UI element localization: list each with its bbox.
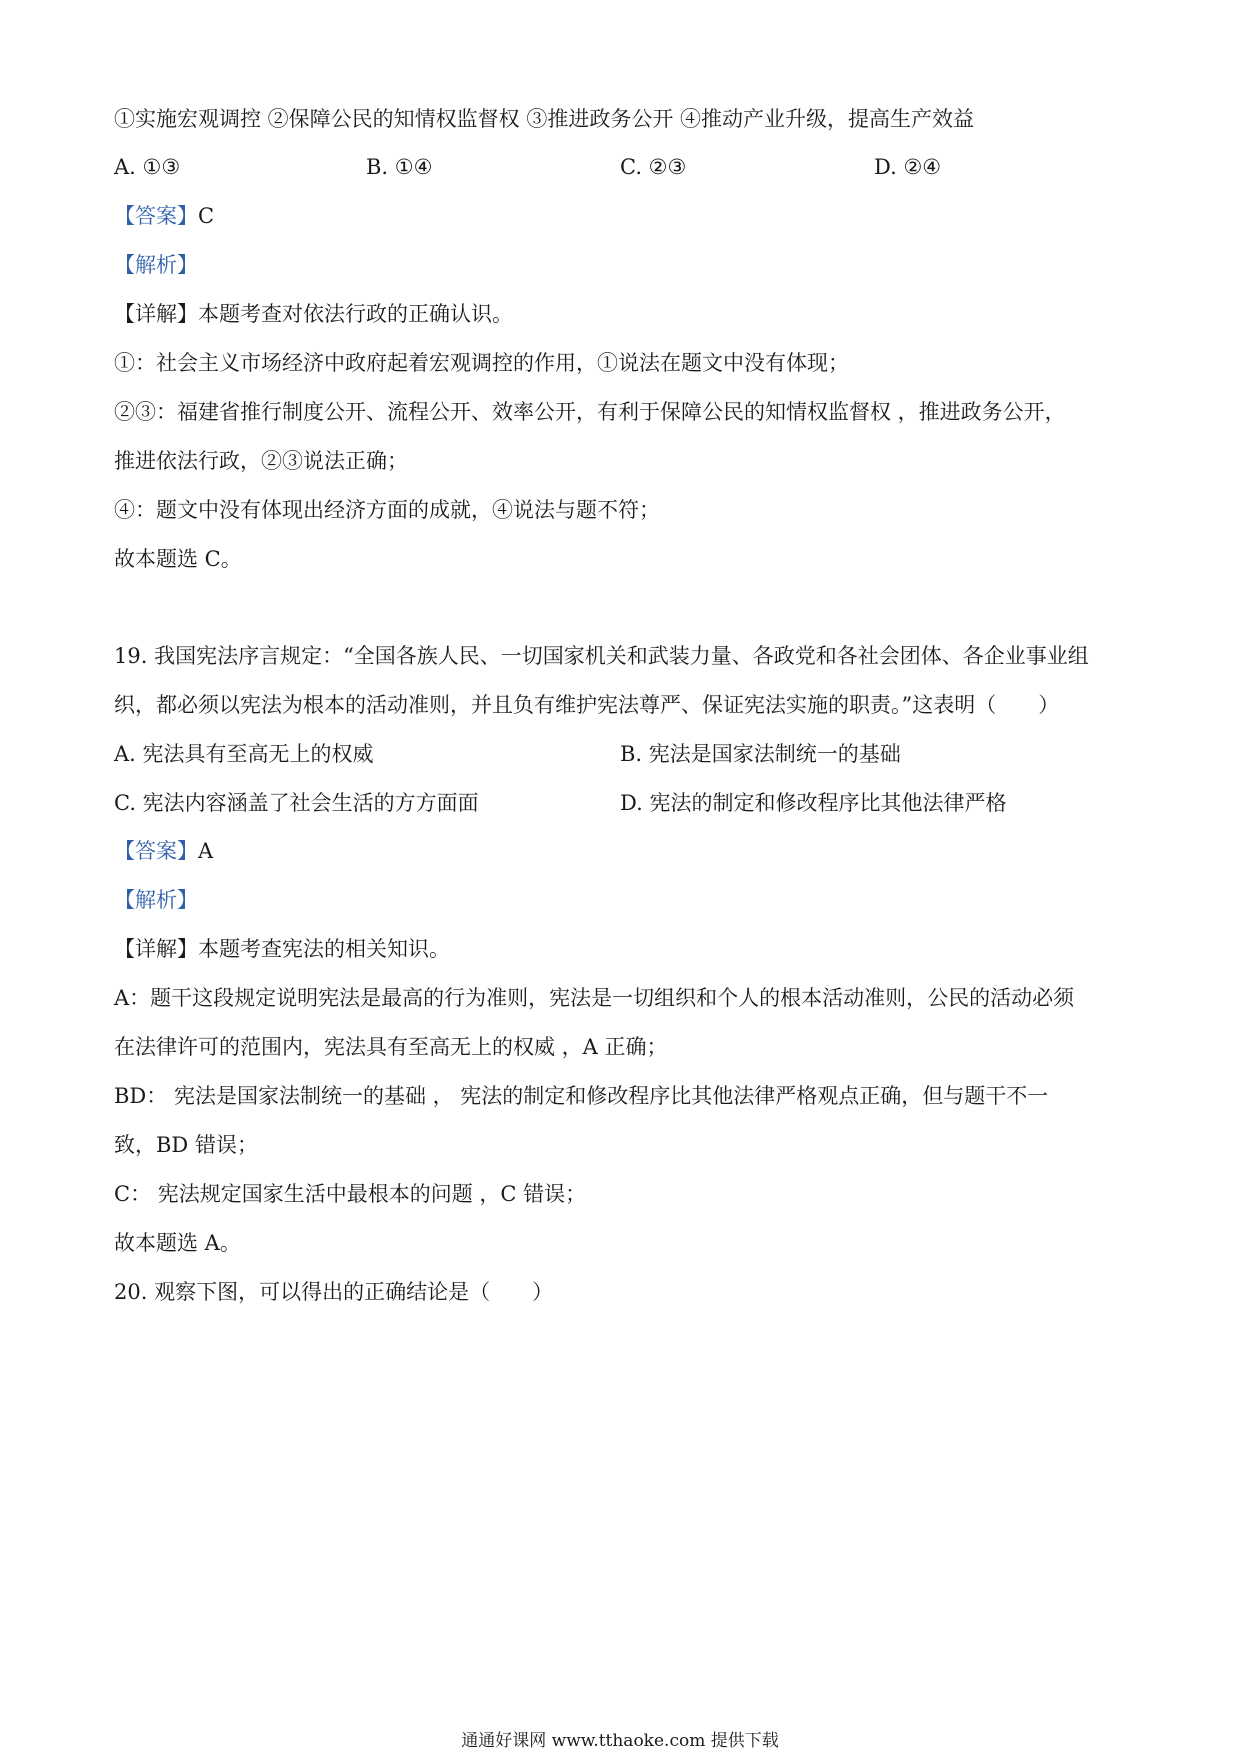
q18-option-a: A. ①③ xyxy=(114,155,181,179)
q19-option-a: A. 宪法具有至高无上的权威 xyxy=(114,742,374,766)
q20-stem: 20. 观察下图，可以得出的正确结论是（ ） xyxy=(114,1280,554,1304)
q19-option-d: D. 宪法的制定和修改程序比其他法律严格 xyxy=(620,791,1007,815)
q19-stem-line-2: 织，都必须以宪法为根本的活动准则，并且负有维护宪法尊严、保证宪法实施的职责。”这表明（ ） xyxy=(114,693,1060,717)
q18-option-b: B. ①④ xyxy=(366,155,433,179)
q19-stem-line-1: 19. 我国宪法序言规定：“全国各族人民、一切国家机关和武装力量、各政党和各社会团体、各企业事业组 xyxy=(114,644,1089,668)
q18-explanation-line: ④：题文中没有体现出经济方面的成就，④说法与题不符； xyxy=(114,498,660,522)
q18-option-c: C. ②③ xyxy=(620,155,687,179)
answer-tag: 【答案】 xyxy=(114,204,198,228)
q19-option-b: B. 宪法是国家法制统一的基础 xyxy=(620,742,901,766)
q18-option-d: D. ②④ xyxy=(874,155,942,179)
q18-explanation-line: ②③：福建省推行制度公开、流程公开、效率公开，有利于保障公民的知情权监督权 ，推进政务公开， xyxy=(114,400,1066,424)
q18-explanation-line: 推进依法行政，②③说法正确； xyxy=(114,449,408,473)
q18-analysis-tag: 【解析】 xyxy=(114,253,198,277)
q18-detail: 【详解】本题考查对依法行政的正确认识。 xyxy=(114,302,513,326)
q18-statements: ①实施宏观调控 ②保障公民的知情权监督权 ③推进政务公开 ④推动产业升级，提高生产效益 xyxy=(114,107,975,131)
q19-explanation-line: BD： 宪法是国家法制统一的基础 ， 宪法的制定和修改程序比其他法律严格观点正确，但与题干不一 xyxy=(114,1084,1049,1108)
q19-explanation-line: C： 宪法规定国家生活中最根本的问题 ，C 错误； xyxy=(114,1182,587,1206)
q19-option-c: C. 宪法内容涵盖了社会生活的方方面面 xyxy=(114,791,479,815)
q18-answer-line xyxy=(114,201,214,231)
page-footer: 通通好课网 www.tthaoke.com 提供下载 xyxy=(461,1731,779,1751)
q18-conclusion: 故本题选 C。 xyxy=(114,547,242,571)
q18-explanation-line: ①：社会主义市场经济中政府起着宏观调控的作用，①说法在题文中没有体现； xyxy=(114,351,849,375)
q18-answer: C xyxy=(198,204,215,228)
q19-answer: A xyxy=(198,839,214,863)
answer-tag: 【答案】 xyxy=(114,839,198,863)
q19-analysis-tag: 【解析】 xyxy=(114,888,198,912)
q19-explanation-line: 在法律许可的范围内，宪法具有至高无上的权威 ，A 正确； xyxy=(114,1035,668,1059)
q19-conclusion: 故本题选 A。 xyxy=(114,1231,241,1255)
q19-detail: 【详解】本题考查宪法的相关知识。 xyxy=(114,937,450,961)
q19-explanation-line: 致，BD 错误； xyxy=(114,1133,258,1157)
q19-answer-line xyxy=(114,836,213,866)
q19-explanation-line: A：题干这段规定说明宪法是最高的行为准则，宪法是一切组织和个人的根本活动准则，公民的活动必须 xyxy=(114,986,1075,1010)
